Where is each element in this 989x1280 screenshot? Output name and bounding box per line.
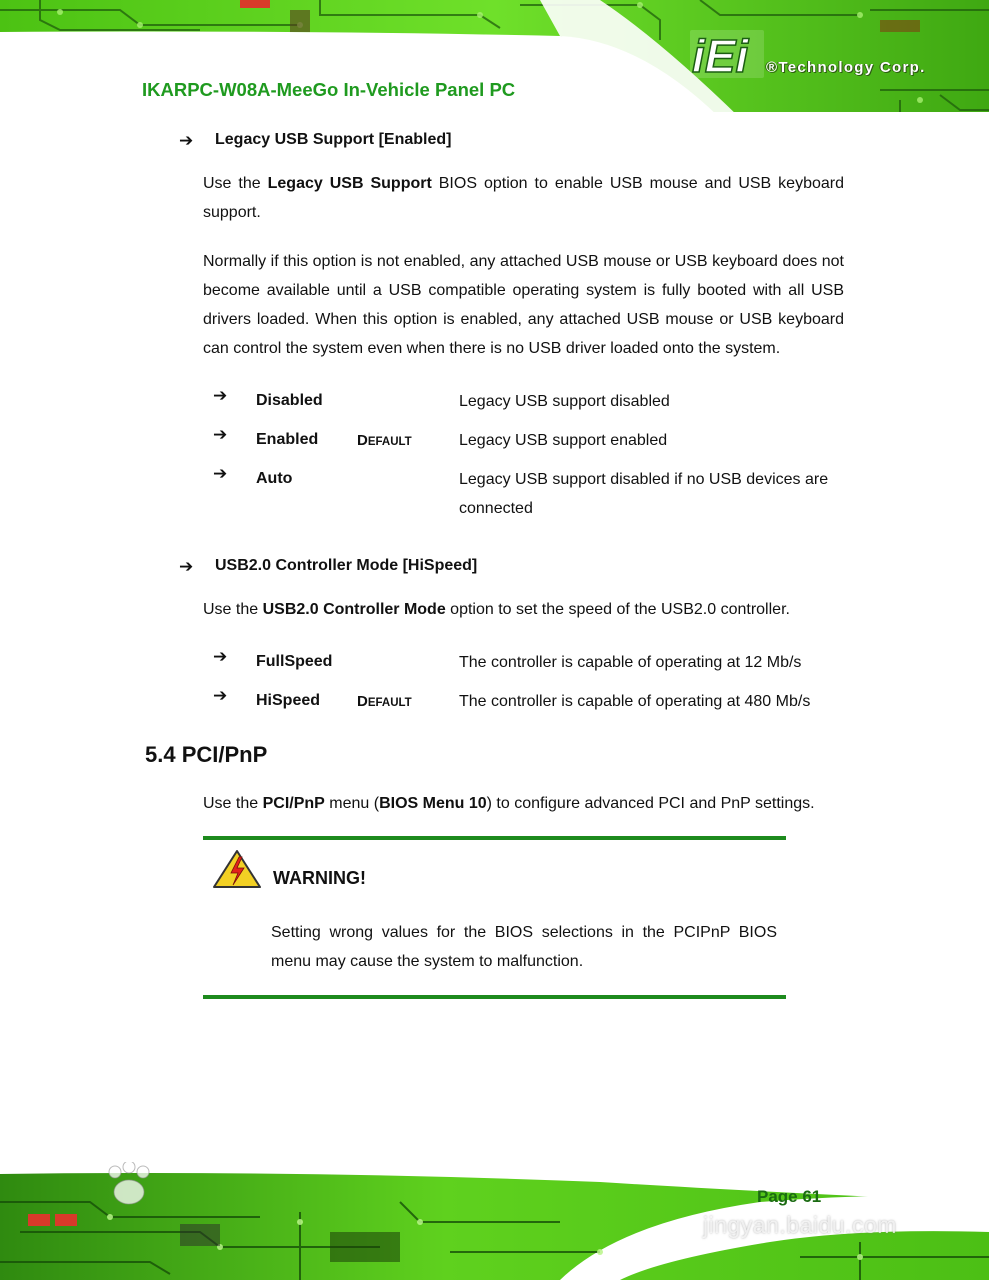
pci-paragraph [203, 789, 844, 818]
option-default-label [357, 432, 412, 449]
page-number: Page 61 [757, 1187, 822, 1206]
usb2-p-post: option to set the speed of the USB2.0 controller. [445, 601, 790, 618]
usb2-paragraph [203, 595, 844, 624]
option-description: Legacy USB support disabled if no USB devices are connected [459, 471, 829, 517]
warning-icon [212, 849, 262, 889]
legacy-usb-p1-pre: Use the [203, 175, 268, 192]
option-description: Legacy USB support disabled [459, 393, 670, 410]
legacy-usb-p1-bold: Legacy USB Support [267, 175, 432, 192]
pci-p-bold2: BIOS Menu 10 [379, 795, 487, 812]
default-text: DEFAULT [357, 693, 412, 710]
warning-title: WARNING! [273, 868, 366, 888]
pci-p-pre: Use the [203, 795, 263, 812]
pci-p-post: ) to configure advanced PCI and PnP settings. [486, 795, 815, 812]
arrow-icon: ➔ [213, 647, 228, 667]
default-text: DEFAULT [357, 432, 412, 449]
arrow-icon: ➔ [179, 131, 194, 151]
document-title: IKARPC-W08A-MeeGo In-Vehicle Panel PC [142, 79, 516, 100]
arrow-icon: ➔ [213, 386, 228, 406]
arrow-icon: ➔ [213, 464, 228, 484]
iei-logo-mark [690, 30, 764, 78]
logo-company-text: ®Technology Corp. [766, 59, 926, 76]
option-default-label [357, 693, 412, 710]
arrow-icon: ➔ [213, 425, 228, 445]
option-description: The controller is capable of operating at 12 Mb/s [459, 654, 802, 671]
option-name: HiSpeed [256, 692, 321, 709]
option-description: Legacy USB support enabled [459, 432, 668, 449]
option-name: Disabled [256, 392, 323, 409]
option-name: Auto [256, 470, 293, 487]
logo-mark-text: iEi [692, 30, 749, 78]
legacy-usb-p1-post: BIOS option to enable USB mouse and USB keyboard support. [203, 175, 844, 221]
arrow-icon: ➔ [179, 557, 194, 577]
pci-p-bold1: PCI/PnP [262, 795, 325, 812]
usb2-p-pre: Use the [203, 601, 263, 618]
iei-logo [690, 30, 960, 82]
option-name: FullSpeed [256, 653, 333, 670]
warning-text: Setting wrong values for the BIOS selections in the PCIPnP BIOS menu may cause the system to malfunction. [271, 924, 777, 970]
option-name: Enabled [256, 431, 319, 448]
usb2-p-bold: USB2.0 Controller Mode [262, 601, 446, 618]
legacy-usb-paragraph-1 [203, 169, 844, 227]
page-header [0, 0, 989, 118]
arrow-icon: ➔ [213, 686, 228, 706]
section-title: 5.4 PCI/PnP [145, 742, 268, 767]
legacy-usb-paragraph-2: Normally if this option is not enabled, any attached USB mouse or USB keyboard does not become available until a USB compatible operating system is fully booted with all USB drivers loaded. When this option is enabled, any attached USB mouse or USB keyboard can control the system even when there is no USB driver loaded onto the system. [203, 253, 844, 357]
baidu-watermark-logo [0, 1162, 240, 1242]
option-description: The controller is capable of operating at 480 Mb/s [459, 693, 811, 710]
watermark-text: jingyan.baidu.com [703, 1212, 897, 1238]
warning-bottom-rule [203, 995, 786, 999]
legacy-usb-heading: Legacy USB Support [Enabled] [215, 131, 452, 148]
page-footer [0, 1162, 989, 1280]
warning-top-rule [203, 836, 786, 840]
usb2-heading: USB2.0 Controller Mode [HiSpeed] [215, 557, 478, 574]
pci-p-mid: menu ( [324, 795, 380, 812]
